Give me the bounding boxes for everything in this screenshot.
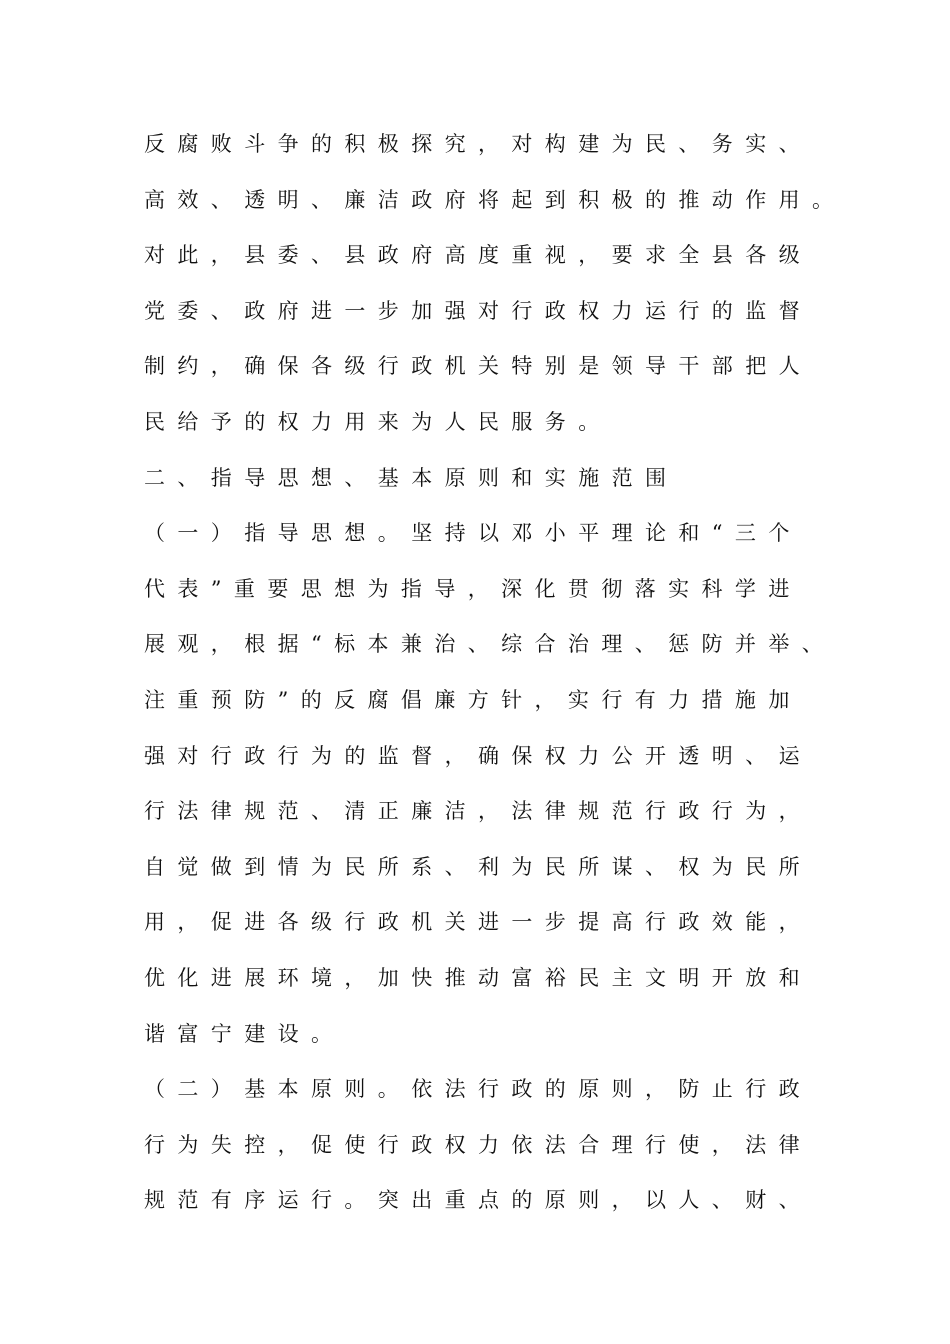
text-line: 行为失控，促使行政权力依法合理行使，法律 — [144, 1132, 812, 1157]
text-line: 高效、透明、廉洁政府将起到积极的推动作用。 — [144, 187, 846, 212]
text-line: 优化进展环境，加快推动富裕民主文明开放和 — [144, 965, 812, 990]
text-line: 民给予的权力用来为人民服务。 — [144, 409, 612, 434]
text-line: 反腐败斗争的积极探究，对构建为民、务实、 — [144, 132, 812, 156]
text-line: 代表”重要思想为指导，深化贯彻落实科学进 — [144, 576, 802, 601]
text-line: 对此，县委、县政府高度重视，要求全县各级 — [144, 243, 812, 268]
text-line: 制约，确保各级行政机关特别是领导干部把人 — [144, 354, 812, 379]
text-line: 行法律规范、清正廉洁，法律规范行政行为， — [144, 799, 812, 824]
text-line: 展观，根据“标本兼治、综合治理、惩防并举、 — [144, 632, 836, 657]
text-line: 党委、政府进一步加强对行政权力运行的监督 — [144, 298, 812, 323]
text-line: 注重预防”的反腐倡廉方针，实行有力措施加 — [144, 687, 802, 712]
text-line: 谐富宁建设。 — [144, 1021, 345, 1046]
text-line: 自觉做到情为民所系、利为民所谋、权为民所 — [144, 854, 812, 879]
text-line: 规范有序运行。突出重点的原则，以人、财、 — [144, 1188, 812, 1213]
text-line: （一）指导思想。坚持以邓小平理论和“三个 — [144, 521, 802, 546]
text-line: 用，促进各级行政机关进一步提高行政效能， — [144, 910, 812, 935]
section-heading: 二、指导思想、基本原则和实施范围 — [144, 465, 679, 490]
text-line: 强对行政行为的监督，确保权力公开透明、运 — [144, 743, 812, 768]
body-text — [144, 124, 844, 1236]
text-line: （二）基本原则。依法行政的原则，防止行政 — [144, 1077, 812, 1102]
